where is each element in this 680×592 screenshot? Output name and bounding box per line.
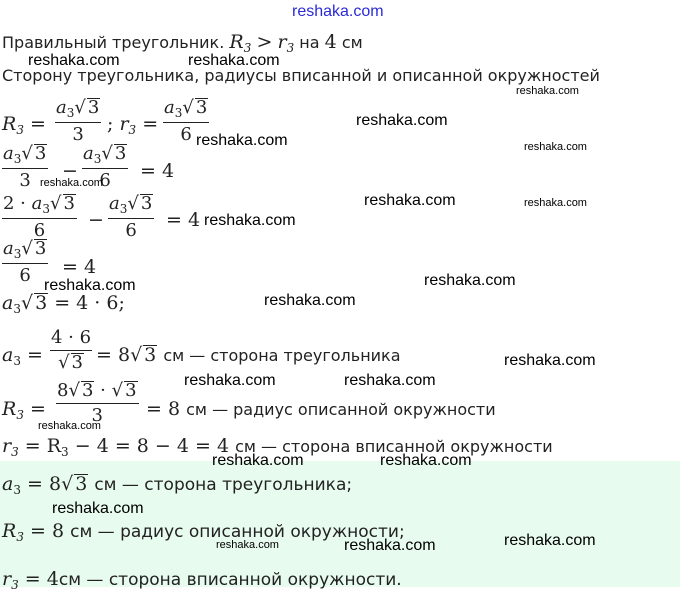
watermark: reshaka.com [216, 539, 279, 551]
result-a3: = 8√ 3 см — сторона треугольника [96, 344, 401, 366]
watermark: reshaka.com [380, 452, 472, 469]
answer-r3: $r_3 = 4см$ — сторона вписанной окружности. [2, 568, 402, 592]
watermark: reshaka.com [364, 192, 456, 209]
watermark: reshaka.com [52, 500, 144, 517]
fraction: $\frac{a_3√ 3}{6}$ [3, 238, 47, 286]
watermark: reshaka.com [204, 212, 296, 229]
watermark-top: reshaka.com [292, 3, 384, 20]
task-find: Сторону треугольника, радиусы вписанной и описанной окружностей [2, 66, 600, 85]
formula-radii: $R_3$ = [2, 113, 46, 137]
watermark: reshaka.com [188, 52, 280, 69]
fraction: $\frac{2 \cdot a_3√ 3}{6}$ [3, 193, 75, 241]
fraction: $\frac{a_3√ 3}{6}$ [164, 97, 208, 145]
equation-a3: $a_3√$ 3 = 4 · 6; [2, 292, 125, 316]
watermark: reshaka.com [196, 132, 288, 149]
fraction: $\frac{4 \cdot 6}{√ 3}$ [51, 327, 92, 373]
watermark: reshaka.com [40, 177, 103, 189]
fraction: $\frac{8√ 3 \cdot √ 3}{3}$ [57, 380, 137, 426]
watermark: reshaka.com [524, 141, 587, 153]
watermark: reshaka.com [28, 52, 120, 69]
watermark: reshaka.com [264, 292, 356, 309]
watermark: reshaka.com [44, 277, 136, 294]
fraction: $\frac{a_3√ 3}{6}$ [109, 193, 153, 241]
watermark: reshaka.com [356, 112, 448, 129]
watermark: reshaka.com [504, 532, 596, 549]
watermark: reshaka.com [516, 85, 579, 97]
watermark: reshaka.com [344, 372, 436, 389]
result-R3: = 8 см — радиус описанной окружности [146, 398, 496, 420]
answer-R3: $R_3 = 8$ см — радиус описанной окружности; [2, 520, 405, 544]
answer-a3: $a_3 = 8√$ 3 см — сторона треугольника; [2, 473, 353, 497]
result-r3: $r_3 = R_3 - 4 = 8 - 4 = 4$ см — сторона вписанной окружности [2, 435, 553, 459]
watermark: reshaka.com [344, 537, 436, 554]
watermark: reshaka.com [38, 420, 101, 432]
task-statement: Правильный треугольник. $R_3 > r_3$ на 4 см [2, 31, 363, 55]
fraction: $\frac{a_3√ 3}{3}$ [56, 97, 100, 145]
watermark: reshaka.com [524, 197, 587, 209]
fraction: $\frac{a_3√ 3}{3}$ [3, 143, 47, 191]
watermark: reshaka.com [212, 452, 304, 469]
watermark: reshaka.com [424, 272, 516, 289]
watermark: reshaka.com [504, 352, 596, 369]
watermark: reshaka.com [184, 372, 276, 389]
fraction: $\frac{a_3√ 3}{6}$ [83, 143, 127, 191]
